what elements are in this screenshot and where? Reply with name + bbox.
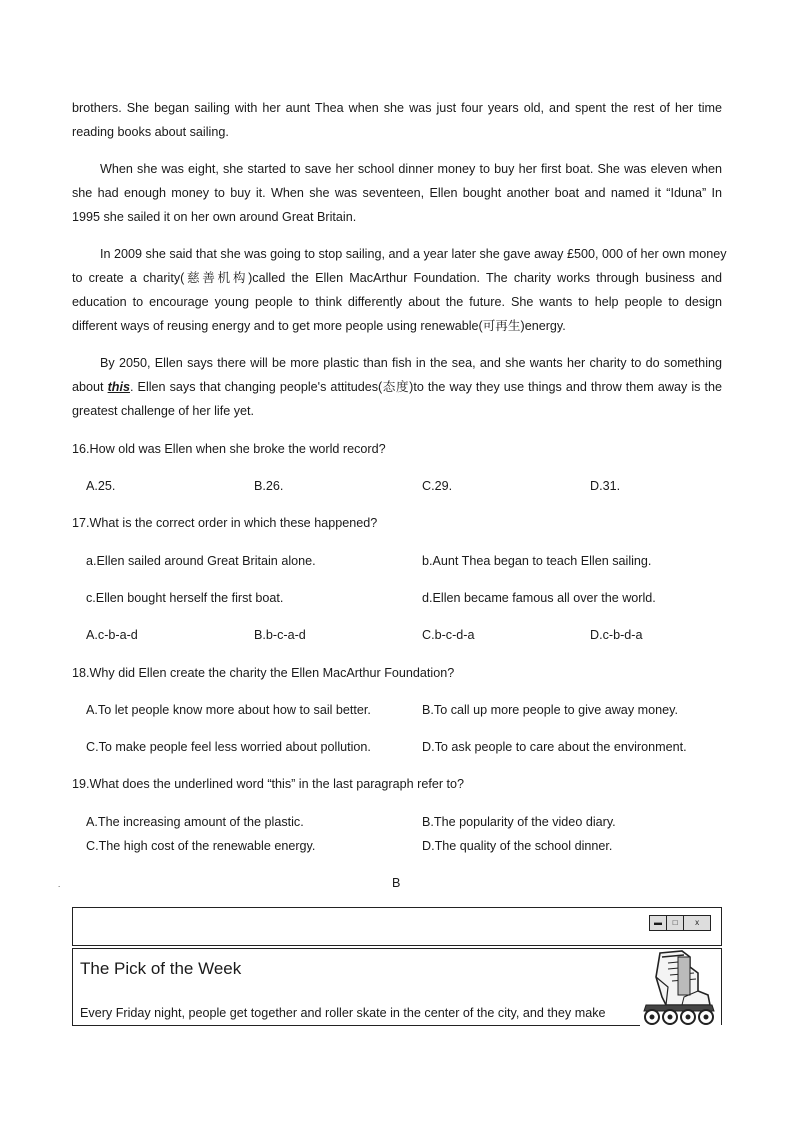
question-19-option-b[interactable]: B.The popularity of the video diary.	[422, 815, 616, 829]
paragraph-line: to create a charity(慈善机构)called the Ellen MacArthur Foundation. The charity works through business and	[72, 271, 722, 285]
question-17-item-a: a.Ellen sailed around Great Britain alone.	[86, 554, 316, 568]
paragraph-3	[72, 242, 727, 338]
paragraph-1	[72, 96, 722, 144]
question-16-option-c[interactable]: C.29.	[422, 479, 453, 493]
maximize-icon[interactable]: □	[667, 916, 684, 930]
text-fragment: . Ellen says that changing people's attitudes(态度)to the way they use things and throw them away is the	[129, 380, 723, 394]
paragraph-line: brothers. She began sailing with her aunt Thea when she was just four years old, and spent the rest of her time	[72, 101, 722, 115]
underlined-word: this	[107, 380, 130, 394]
paragraph-line: When she was eight, she started to save her school dinner money to buy her first boat. She was eleven when	[100, 162, 722, 176]
paragraph-line: greatest challenge of her life yet.	[72, 404, 255, 418]
pick-of-week-window	[72, 907, 722, 1027]
question-17-item-b: b.Aunt Thea began to teach Ellen sailing.	[422, 554, 652, 568]
paragraph-line: she had enough money to buy it. When she was seventeen, Ellen bought another boat and named it “Iduna” In	[72, 186, 722, 200]
section-b-label: B	[392, 876, 401, 890]
question-19-option-a[interactable]: A.The increasing amount of the plastic.	[86, 815, 304, 829]
question-18-option-b[interactable]: B.To call up more people to give away money.	[422, 703, 678, 717]
window-title-bar	[72, 907, 722, 946]
question-18-option-a[interactable]: A.To let people know more about how to sail better.	[86, 703, 371, 717]
paragraph-2	[72, 157, 722, 229]
question-17-option-c[interactable]: C.b-c-d-a	[422, 628, 475, 642]
paragraph-line: In 2009 she said that she was going to stop sailing, and a year later she gave away £500, 000 of her own money	[100, 247, 727, 261]
stray-dot: .	[58, 880, 61, 889]
paragraph-line: 1995 she sailed it on her own around Great Britain.	[72, 210, 357, 224]
question-16-option-d[interactable]: D.31.	[590, 479, 621, 493]
question-19-stem: 19.What does the underlined word “this” in the last paragraph refer to?	[72, 777, 465, 791]
window-controls	[649, 915, 711, 931]
question-17-option-b[interactable]: B.b-c-a-d	[254, 628, 306, 642]
question-19-option-d[interactable]: D.The quality of the school dinner.	[422, 839, 613, 853]
question-19-option-c[interactable]: C.The high cost of the renewable energy.	[86, 839, 316, 853]
close-icon[interactable]: x	[695, 918, 700, 927]
minimize-icon[interactable]: ▬	[650, 916, 667, 930]
paragraph-line: education to encourage young people to think differently about the future. She wants to help people to design	[72, 295, 722, 309]
question-18-stem: 18.Why did Ellen create the charity the Ellen MacArthur Foundation?	[72, 666, 455, 680]
text-fragment: about	[72, 380, 108, 394]
question-17-item-c: c.Ellen bought herself the first boat.	[86, 591, 284, 605]
question-18-option-c[interactable]: C.To make people feel less worried about pollution.	[86, 740, 371, 754]
question-17-option-d[interactable]: D.c-b-d-a	[590, 628, 643, 642]
pick-text: Every Friday night, people get together and roller skate in the center of the city, and they make	[80, 1006, 606, 1020]
question-17-item-d: d.Ellen became famous all over the world.	[422, 591, 656, 605]
pick-title: The Pick of the Week	[80, 959, 242, 978]
question-16-option-b[interactable]: B.26.	[254, 479, 284, 493]
question-16-stem: 16.How old was Ellen when she broke the world record?	[72, 442, 386, 456]
paragraph-4	[72, 351, 722, 423]
question-18-option-d[interactable]: D.To ask people to care about the environment.	[422, 740, 687, 754]
question-16-option-a[interactable]: A.25.	[86, 479, 116, 493]
window-bottom-border	[72, 1025, 640, 1026]
roller-skate-icon	[638, 947, 718, 1027]
question-17-stem: 17.What is the correct order in which these happened?	[72, 516, 378, 530]
question-17-option-a[interactable]: A.c-b-a-d	[86, 628, 138, 642]
paragraph-line: different ways of reusing energy and to get more people using renewable(可再生)energy.	[72, 319, 566, 333]
paragraph-line: reading books about sailing.	[72, 125, 229, 139]
paragraph-line	[72, 375, 722, 399]
paragraph-line: By 2050, Ellen says there will be more plastic than fish in the sea, and she wants her charity to do something	[100, 356, 722, 370]
